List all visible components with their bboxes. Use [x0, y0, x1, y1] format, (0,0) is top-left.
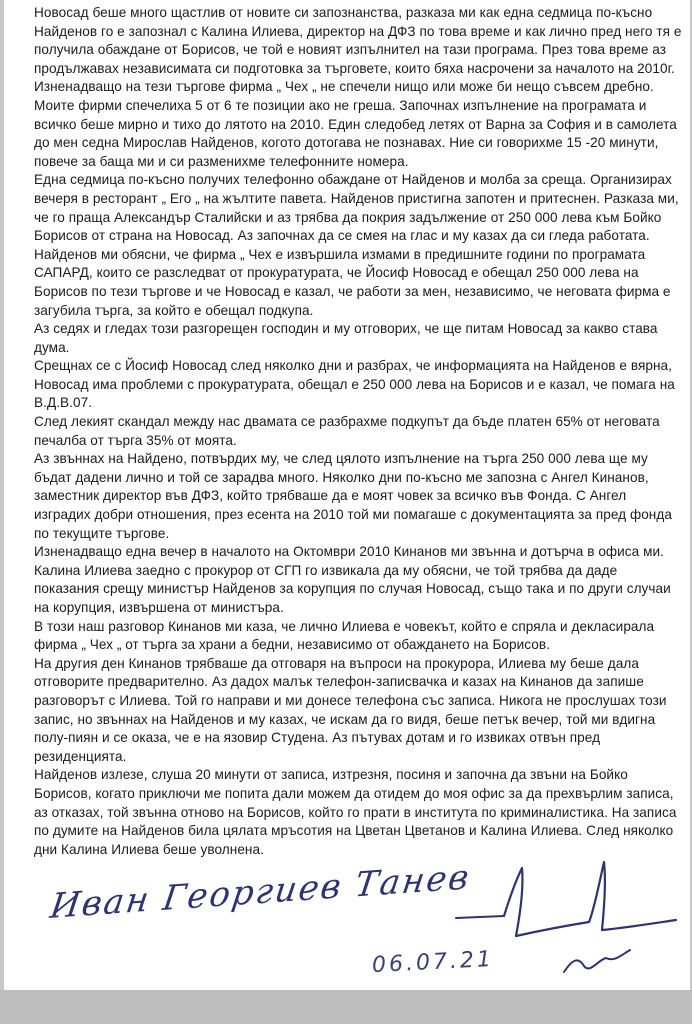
- paragraph: След лекият скандал между нас двамата се разбрахме подкупът да бъде платен 65% от неговата печалба от търга 35% от моята.: [34, 414, 660, 448]
- document-page: [4, 0, 690, 1024]
- paragraph: Изненадващо на тези търгове фирма „ Чех „ не спечели нищо или може би нещо съвсем дребно. Моите фирми спечелиха 5 от 6 те позиции ако не греша. Започнах изпълнение на програмата и всичко беше мирно и тихо до лятото на 2010. Един следобед летях от Варна за София и в самолета до мен седна Мирослав Найденов, когото дотогава не познавах. Ние си говорихме 15 -20 минути, повече за баща ми и си разменихме телефонните номера.: [34, 79, 677, 169]
- paragraph: Аз звъннах на Найдено, потвърдих му, че след цялото изпълнение на търга 250 000 лева ще му бъдат дадени лично и той се зарадва много. Няколко дни по-късно ме запозна с Ангел Кинанов, заместник директор във ДФЗ, който трябваше да е моят човек за всичко във Фонда. С Ангел изградих добри отношения, през есента на 2010 той ми помагаше с документацията за пред фонда по текущите търгове.: [34, 451, 672, 541]
- handwritten-date: 06.07.21: [371, 946, 495, 979]
- paragraph: Изненадващо една вечер в началото на Октомври 2010 Кинанов ми звънна и дотърча в офиса ми. Калина Илиева заедно с прокурор от СГП го извикала да му обясни, че той трябва да даде показания срещу министър Найденов за корупция по случая Новосад, също така и по други случаи на корупция, извършена от министъра.: [34, 544, 671, 615]
- paragraph: В този наш разговор Кинанов ми каза, че лично Илиева е човекът, който е спряла и декласирала фирма „ Чех „ от търга за храни а бедни, независимо от обаждането на Борисов.: [34, 618, 655, 653]
- paragraph: Найденов излезе, слуша 20 минути от записа, изтрезня, посиня и започна да звъни на Бойко Борисов, когато приключи ме попита дали можем да отидем до моя офис за да прехвърлим записа, аз отказах, той звънна отново на Борисов, който го прати в института по криминалистика. На записа по думите на Найденов била цялата мръсотия на Цветан Цветанов и Калина Илиева. След няколко дни Калина Илиева беше уволнена.: [34, 767, 677, 857]
- paragraph: На другия ден Кинанов трябваше да отговаря на въпроси на прокурора, Илиева му беше дала отговорите предварително. Аз дадох малък телефон-записвачка и казах на Кинанов да запише разговорът с Илиева. Той го направи и ми донесе телефона със записа. Никога не прослушах този запис, но звъннах на Найденов и му казах, че искам да го видя, беше петък вечер, той ми вдигна полу-пиян и се оказа, че е на язовир Студена. Аз пътувах дотам и го извиках отвън пред резиденцията.: [34, 655, 667, 764]
- paragraph: Новосад беше много щастлив от новите си запознанства, разказа ми как една седмица по-късно Найденов го е запознал с Калина Илиева, директор на ДФЗ по това време и как лично пред него тя е получила обаждане от Борисов, че той е новият изпълнител на тази програма. През това време аз продължавах независимата си подготовка за търговете, които бяха насрочени за началото на 2010г.: [34, 5, 682, 76]
- document-body: [34, 4, 682, 859]
- paragraph: Срещнах се с Йосиф Новосад след няколко дни и разбрах, че информацията на Найденов е вярна, Новосад има проблеми с прокуратурата, обещал е 250 000 лева на Борисов и е казал, че помага на В.Д.В.07.: [34, 358, 675, 411]
- paragraph: Една седмица по-късно получих телефонно обаждане от Найденов и молба за среща. Организирах вечеря в ресторант „ Его „ на жълтите павета. Найденов пристигна запотен и притеснен. Разказа ми, че го праща Александър Сталийски и аз трябва да покрия задължение от 250 000 лева към Бойко Борисов от страна на Новосад. Аз започнах да се смея на глас и му казах да си гледа работата. Найденов ми обясни, че фирма „ Чех е извършила измами в предишните години по програмата САПАРД, които се разследват от прокуратурата, че Йосиф Новосад е обещал 250 000 лева на Борисов по тези търгове и че Новосад е казал, че работи за мен, независимо, че неговата фирма е загубила търга, за който е обещал подкупа.: [34, 172, 679, 318]
- paragraph: Аз седях и гледах този разгорещен господин и му отговорих, че ще питам Новосад за какво става дума.: [34, 321, 658, 355]
- page-bottom-edge: [0, 990, 692, 1024]
- handwritten-name: Иван Георгиев Танев: [47, 857, 474, 927]
